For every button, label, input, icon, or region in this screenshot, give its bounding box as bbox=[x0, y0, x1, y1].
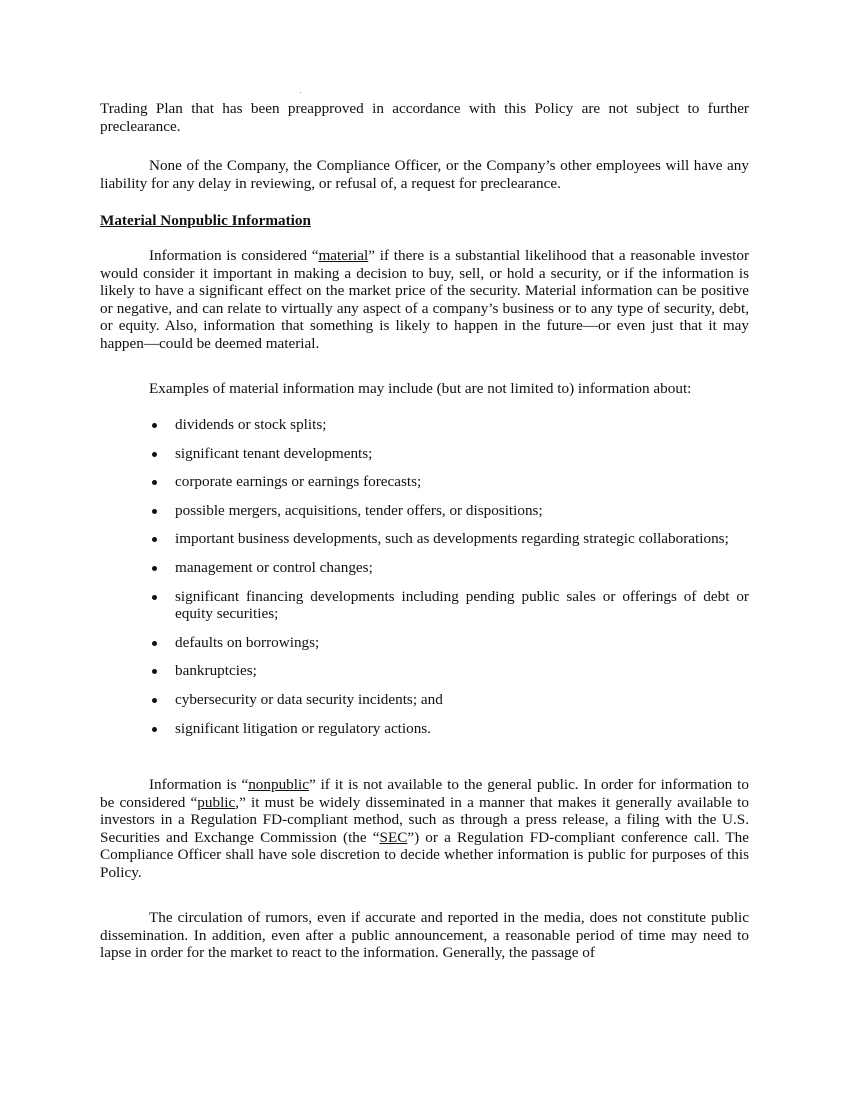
intro-paragraph-2: None of the Company, the Compliance Officer, or the Company’s other employees will have any liability for any delay in reviewing, or refusal of, a request for preclearance. bbox=[100, 157, 749, 192]
defined-term-nonpublic: nonpublic bbox=[248, 776, 309, 793]
text-run: Information is considered “ bbox=[149, 247, 319, 264]
list-item: significant litigation or regulatory actions. bbox=[100, 720, 749, 738]
rumors-paragraph: The circulation of rumors, even if accurate and reported in the media, does not constitute public dissemination. In addition, even after a public announcement, a reasonable period of time may need to lapse in order for the market to react to the information. Generally, the passage of bbox=[100, 909, 749, 962]
scan-speck bbox=[300, 92, 301, 93]
defined-term-public: public bbox=[197, 793, 236, 811]
text-run: ,” it must be widely disseminated in a manner that makes it generally available to investors in a Regulation FD-compliant method, such as through a press release, a filing with the U.S. Securities and Exchange Commission (the “ bbox=[100, 793, 749, 846]
examples-bullet-list bbox=[100, 416, 749, 737]
list-item: significant tenant developments; bbox=[100, 445, 749, 463]
list-item: important business developments, such as developments regarding strategic collaborations; bbox=[100, 530, 749, 548]
text-run: ”) or a Regulation FD-compliant conference call. The Compliance Officer shall have sole discretion to decide whether information is public for purposes of this Policy. bbox=[100, 828, 750, 881]
list-item: dividends or stock splits; bbox=[100, 416, 749, 434]
material-definition-paragraph bbox=[100, 247, 749, 353]
list-item: defaults on borrowings; bbox=[100, 634, 749, 652]
list-item: management or control changes; bbox=[100, 559, 749, 577]
section-heading: Material Nonpublic Information bbox=[100, 212, 311, 229]
defined-term-sec: SEC bbox=[379, 828, 408, 846]
list-item: cybersecurity or data security incidents; and bbox=[100, 691, 749, 709]
text-run: ” if it is not available to the general public. In order for information to be considered “ bbox=[100, 776, 749, 811]
list-item: corporate earnings or earnings forecasts; bbox=[100, 473, 749, 491]
defined-term-material: material bbox=[318, 247, 369, 264]
examples-intro: Examples of material information may include (but are not limited to) information about: bbox=[149, 380, 692, 397]
nonpublic-definition-paragraph bbox=[100, 776, 749, 882]
list-item: bankruptcies; bbox=[100, 662, 749, 680]
list-item: significant financing developments including pending public sales or offerings of debt or equity securities; bbox=[100, 588, 749, 623]
list-item: possible mergers, acquisitions, tender offers, or dispositions; bbox=[100, 502, 749, 520]
intro-paragraph-1: Trading Plan that has been preapproved in accordance with this Policy are not subject to further preclearance. bbox=[100, 100, 749, 135]
text-run: ” if there is a substantial likelihood that a reasonable investor would consider it important in making a decision to buy, sell, or hold a security, or if the information is likely to have a significant effect on the market price of the security. Material information can be positive or negative, and can relate to virtually any aspect of a company’s business or to any type of security, debt, or equity. Also, information that something is likely to happen in the future—or even just that it may happen—could be deemed material. bbox=[100, 247, 750, 352]
text-run: Information is “ bbox=[149, 776, 249, 793]
